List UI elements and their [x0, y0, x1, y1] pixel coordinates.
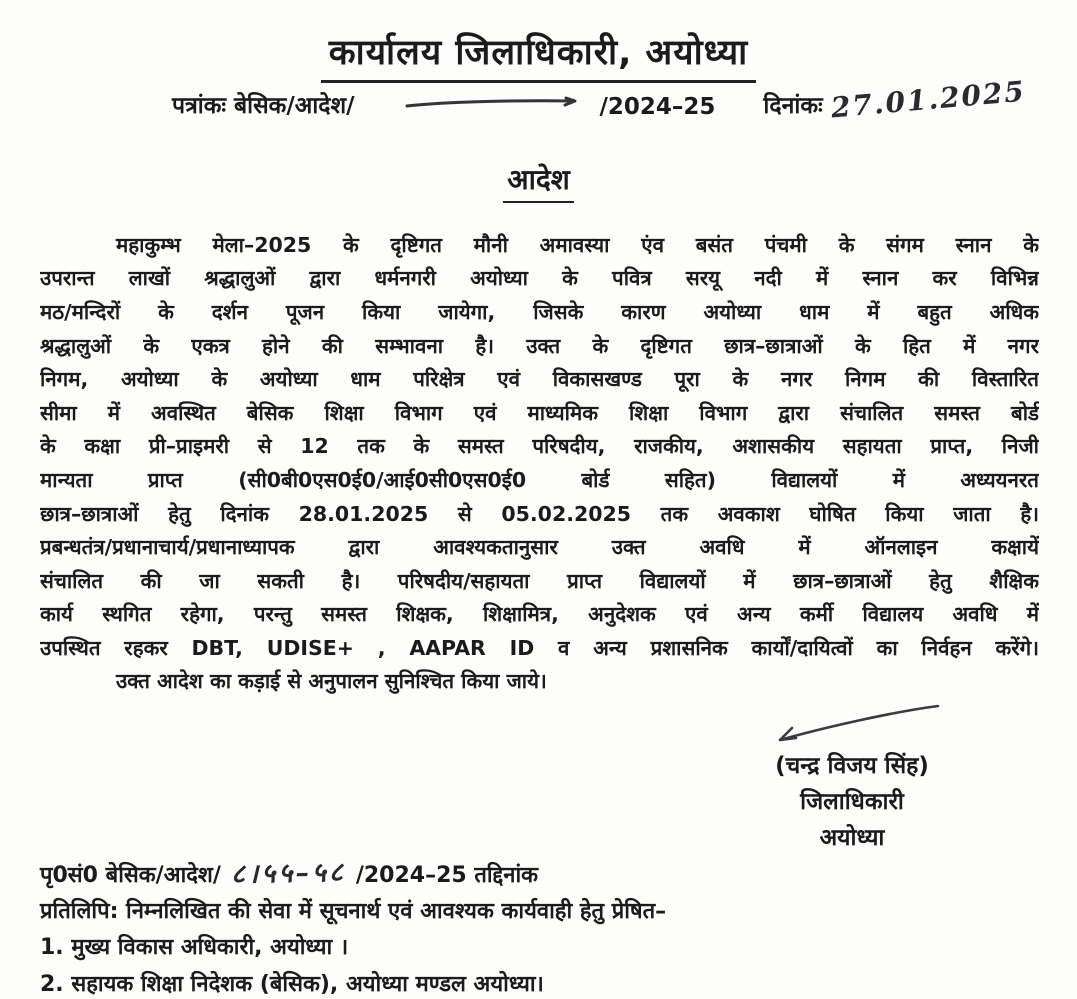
body-line: उपस्थित रहकर DBT, UDISE+ , AAPAR ID व अन्य प्रशासनिक कार्यों/दायित्वों का निर्वहन करेंगे।: [40, 635, 1039, 660]
signature-ink-stroke: [752, 700, 952, 746]
signatory-designation: जिलाधिकारी: [800, 789, 904, 815]
body-line: मठ/मन्दिरों के दर्शन पूजन किया जायेगा, जिसके कारण अयोध्या धाम में बहुत अधिक: [40, 299, 1039, 324]
letter-number-label: पत्रांकः बेसिक/आदेश/: [172, 92, 355, 119]
date-wrap: [763, 74, 1027, 125]
office-title-text: कार्यालय जिलाधिकारी, अयोध्या: [321, 32, 756, 83]
ref-year-text: /2024–25: [599, 93, 716, 120]
reference-row: [172, 74, 1037, 125]
order-body: [40, 229, 1039, 699]
body-line: निगम, अयोध्या के अयोध्या धाम परिक्षेत्र एवं विकासखण्ड पूरा के नगर निगम की विस्तारित: [40, 367, 1039, 392]
recipient-item: 1. मुख्य विकास अधिकारी, अयोध्या ।: [40, 935, 349, 960]
body-line: कार्य स्थगित रहेगा, परन्तु समस्त शिक्षक, शिक्षामित्र, अनुदेशक एवं अन्य कर्मी विद्यालय अवधि में: [40, 602, 1039, 627]
body-line: प्रबन्धतंत्र/प्रधानाचार्य/प्रधानाध्यापक द्वारा आवश्यकतानुसार उक्त अवधि में ऑनलाइन कक्षायें: [40, 535, 1039, 560]
footer-ref-label: पृ0सं0 बेसिक/आदेश/: [40, 863, 221, 888]
body-line: उपरान्त लाखों श्रद्धालुओं द्वारा धर्मनगरी अयोध्या के पवित्र सरयू नदी में स्नान कर विभिन्न: [40, 266, 1039, 291]
copy-distribution-line: प्रतिलिपि: निम्नलिखित की सेवा में सूचनार्थ एवं आवश्यक कार्यवाही हेतु प्रेषित–: [40, 899, 667, 924]
order-heading: [0, 160, 1077, 203]
body-line: संचालित की जा सकती है। परिषदीय/सहायता प्राप्त विद्यालयों में छात्र–छात्राओं हेतु शैक्षिक: [40, 568, 1039, 593]
office-title: [0, 0, 1077, 83]
signatory-name: (चन्द्र विजय सिंह): [775, 753, 929, 779]
body-line: महाकुम्भ मेला–2025 के दृष्टिगत मौनी अमावस्या एंव बसंत पंचमी के संगम स्नान के: [116, 232, 1039, 257]
closing-line: उक्त आदेश का कड़ाई से अनुपालन सुनिश्चित किया जाये।: [116, 669, 547, 694]
signatory-place: अयोध्या: [819, 825, 885, 851]
footer-block: [40, 858, 1047, 999]
body-line: के कक्षा प्री–प्राइमरी से 12 तक के समस्त परिषदीय, राजकीय, अशासकीय सहायता प्राप्त, निजी: [40, 434, 1039, 459]
recipient-item: 2. सहायक शिक्षा निदेशक (बेसिक), अयोध्या मण्डल अयोध्या।: [40, 972, 544, 997]
body-line: श्रद्धालुओं के एकत्र होने की सम्भावना है। उक्त के दृष्टिगत छात्र–छात्राओं के हित में नगर: [40, 333, 1039, 358]
footer-reference-row: [40, 858, 1047, 892]
handwritten-date: 27.01.2025: [829, 74, 1027, 125]
order-heading-text: आदेश: [503, 160, 574, 203]
date-label: दिनांकः: [763, 92, 823, 119]
signature-block: [722, 700, 982, 856]
handwritten-serial-number: ८।५५–५८: [230, 856, 347, 891]
body-line: सीमा में अवस्थित बेसिक शिक्षा विभाग एवं माध्यमिक शिक्षा विभाग द्वारा संचालित समस्त बोर्ड: [40, 400, 1039, 425]
body-line: छात्र–छात्राओं हेतु दिनांक 28.01.2025 से 05.02.2025 तक अवकाश घोषित किया जाता है।: [40, 501, 1039, 526]
footer-ref-year: /2024–25 तद्दिनांक: [355, 863, 539, 888]
handwritten-dash-stroke: [403, 94, 588, 112]
body-line: मान्यता प्राप्त (सी0बी0एस0ई0/आई0सी0एस0ई0 बोर्ड सहित) विद्यालयों में अध्ययनरत: [40, 467, 1039, 492]
